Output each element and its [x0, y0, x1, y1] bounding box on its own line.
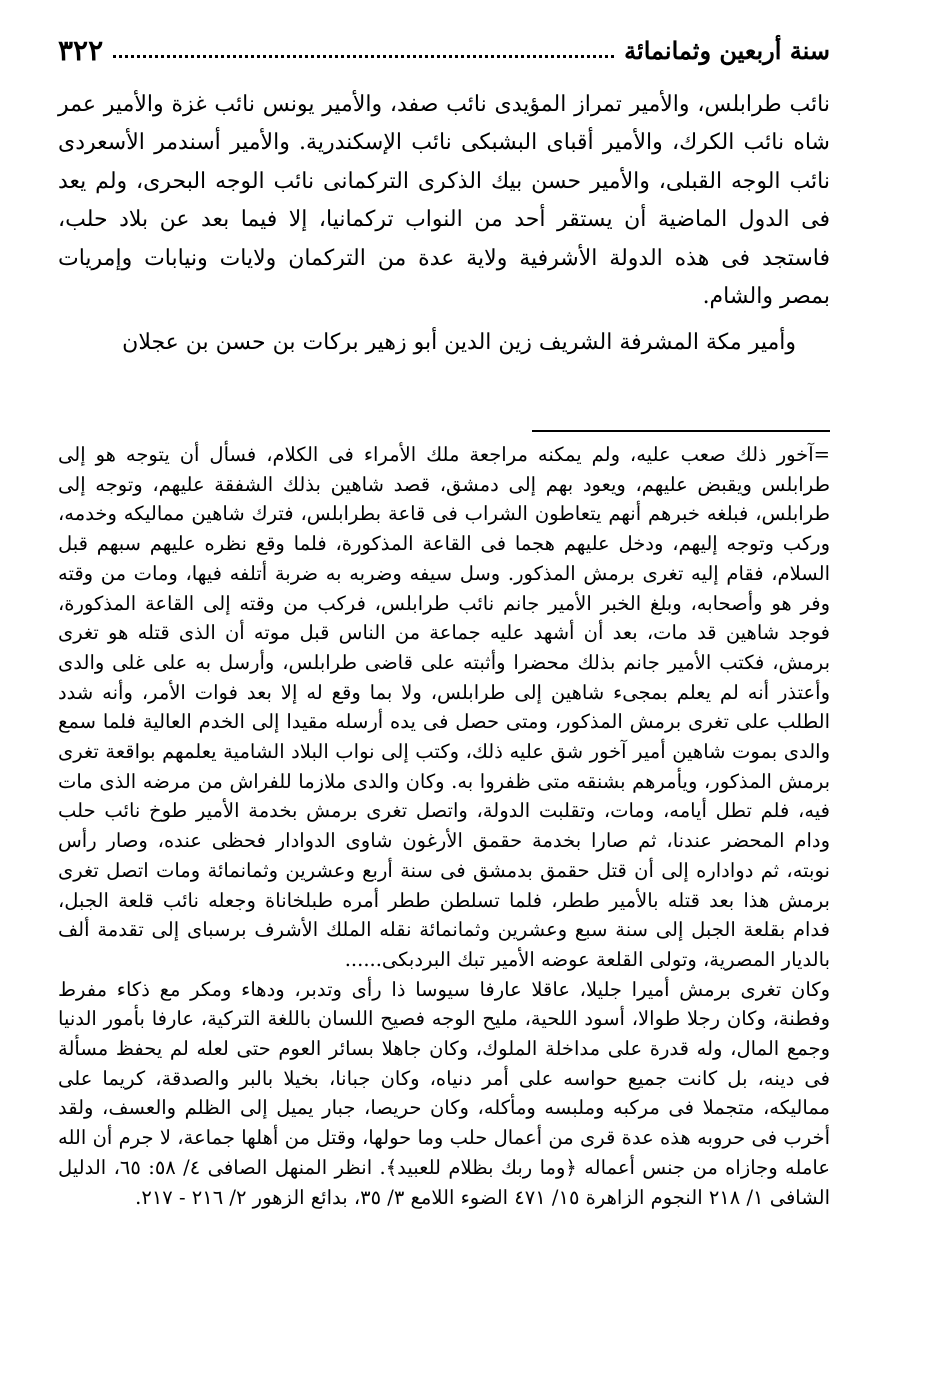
main-text: [58, 86, 830, 363]
running-title: سنة أربعين وثمانمائة: [624, 35, 830, 65]
main-paragraph: نائب طرابلس، والأمير تمراز المؤيدى نائب صفد، والأمير يونس نائب غزة والأمير عمر شاه نائب الكرك، والأمير أقباى البشبكى نائب الإسكندرية. والأمير أسندمر الأسعردى نائب الوجه القبلى، والأمير حسن بيك الذكرى التركمانى نائب الوجه البحرى، ولم يعد فى الدول الماضية أن يستقر أحد من النواب تركمانيا، إلا فيما بعد عن بلاد حلب، فاستجد فى هذه الدولة الأشرفية ولاية عدة من التركمان ولايات ونيابات وإمريات بمصر والشام.: [58, 92, 830, 310]
footnote-block: [58, 440, 830, 1212]
main-continuation-line: وأمير مكة المشرفة الشريف زين الدين أبو زهير بركات بن حسن بن عجلان: [122, 330, 796, 356]
footnote-paragraph-1: =آخور ذلك صعب عليه، ولم يمكنه مراجعة ملك الأمراء فى الكلام، فسأل أن يتوجه هو إلى طرابلس ويقبض عليهم، ويعود بهم إلى دمشق، قصد شاهين بذلك الشفقة عليهم، وتوجه إلى طرابلس، فبلغه خبرهم أنهم يتعاطون الشراب فى قاعة بطرابلس، فترك شاهين مماليكه وخدمه، وركب وتوجه إليهم، ودخل عليهم هجما فى القاعة المذكورة، فلما وقع نظره عليهم سبهم قبل السلام، فقام إليه تغرى برمش المذكور. وسل سيفه وضربه به ضربة أتلفه فيها، ومات من وقته وفر هو وأصحابه، وبلغ الخبر الأمير جانم نائب طرابلس، فركب من وقته إلى القاعة المذكورة، فوجد شاهين قد مات، بعد أن أشهد عليه جماعة من الناس قبل موته أن الذى قتله هو تغرى برمش، فكتب الأمير جانم بذلك محضرا وأثبته على قاضى طرابلس، وأرسل به على غلى والدى وأعتذر أنه لم يعلم بمجىء شاهين إلى طرابلس، ولا بما وقع له إلا بعد فوات الأمر، وأنه شدد الطلب على تغرى برمش المذكور، ومتى حصل فى يده أرسله مقيدا إلى الخدم العالية فلما سمع والدى بموت شاهين أمير آخور شق عليه ذلك، وكتب إلى نواب البلاد الشامية يعلمهم بواقعة تغرى برمش المذكور، ويأمرهم بشنقه متى ظفروا به. وكان والدى ملازما للفراش من مرضه الذى مات فيه، فلم تطل أيامه، ومات، وتقلبت الدولة، واتصل تغرى برمش بخدمة الأمير طوخ نائب حلب ودام المحضر عندنا، ثم صارا بخدمة حقمق الأرغون شاوى الدوادار فحظى عنده، وصار رأس نوبته، ثم دواداره إلى أن قتل حقمق بدمشق فى سنة أربع وعشرين وثمانمائة ومات اتصل تغرى برمش هذا بعد قتله بالأمير ططر، فلما تسلطن ططر أمره طبلخاناة وجعله نائب قلعة الجبل، فدام بقلعة الجبل إلى سنة سبع وعشرين وثمانمائة نقله الملك الأشرف برسباى إلى تقدمة ألف بالديار المصرية، وتولى القلعة عوضه الأمير تبك البردبكى......: [58, 443, 831, 971]
page-number: ٣٢٢: [58, 33, 104, 67]
page-header: [58, 30, 830, 70]
footnote-paragraph-2: وكان تغرى برمش أميرا جليلا، عاقلا عارفا سيوسا ذا رأى وتدبر، ودهاء ومكر مع ذكاء مفرط وفطنة، وكان رجلا طوالا، أسود اللحية، مليح الوجه فصيح اللسان باللغة التركية، عارفا بأمور الدنيا وجمع المال، وله قدرة على مداخلة الملوك، وكان جاهلا بسائر العوم حتى لعله لم يحفظ مسألة فى دينه، بل كانت جميع حواسه على أمر دنياه، وكان جبانا، بخيلا بالبر والصدقة، كريما على مماليكه، متجملا فى مركبه وملبسه ومأكله، وكان حريصا، جبار يميل إلى الظلم والعسف، ولقد أخرب فى حروبه هذه عدة قرى من أعمال حلب وما حولها، وقتل من أهلها جماعة، لا جرم أن الله عامله وجازاه من جنس أعماله ﴿وما ربك بظلام للعبيد﴾. انظر المنهل الصافى ٤/ ٥٨: ٦٥، الدليل الشافى ١/ ٢١٨ النجوم الزاهرة ١٥/ ٤٧١ الضوء اللامع ٣/ ٣٥، بدائع الزهور ٢/ ٢١٦ - ٢١٧.: [58, 977, 830, 1209]
footnote-divider: [532, 430, 830, 432]
header-dotted-leader: [113, 43, 614, 58]
